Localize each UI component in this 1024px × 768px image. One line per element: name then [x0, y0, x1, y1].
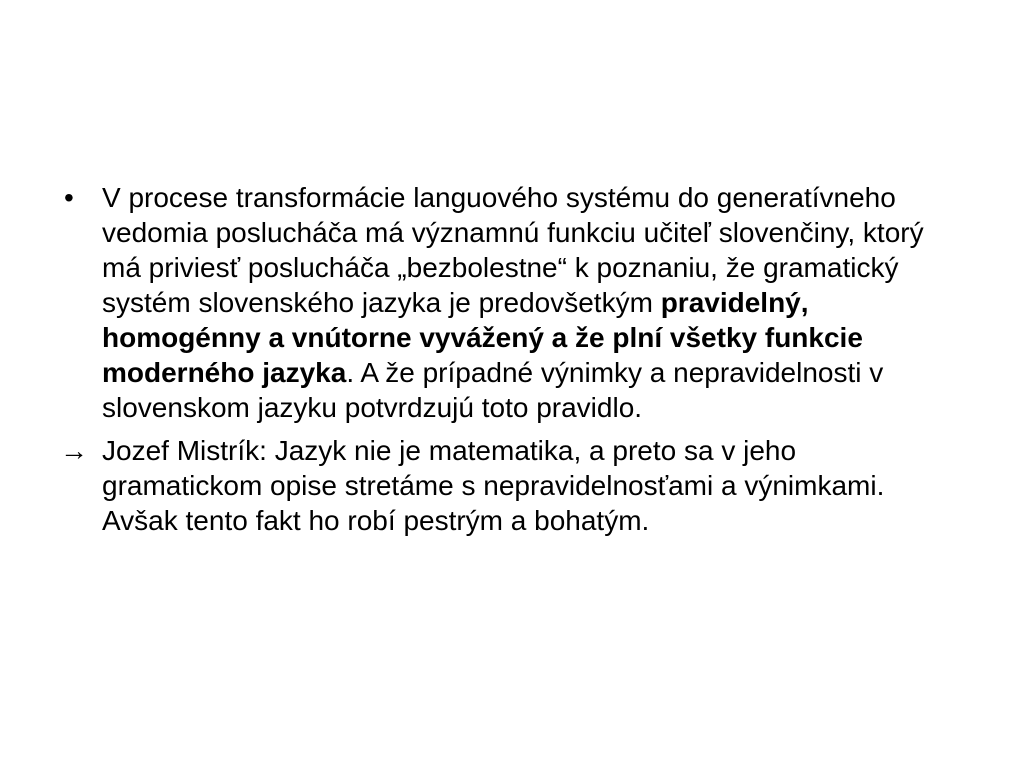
bullet-paragraph [60, 180, 960, 425]
bullet-icon: • [64, 182, 74, 213]
paragraph-text: V procese transformácie languového systému do generatívneho vedomia poslucháča má významnú funkciu učiteľ slovenčiny, ktorý má priviesť poslucháča „bezbolestne“ k poznaniu, že gramatický systém slovenského jazyka je predovšetkým [102, 182, 924, 318]
slide-content [60, 180, 960, 538]
arrow-right-icon: → [60, 435, 88, 466]
quote-text: Jozef Mistrík: Jazyk nie je matematika, a preto sa v jeho gramatickom opise stretáme s nepravidelnosťami a výnimkami. Avšak tento fakt ho robí pestrým a bohatým. [102, 435, 885, 536]
paragraph-bold-text: pravidelný, homogénny a vnútorne vyvážený a že plní všetky funkcie moderného jazyka [102, 287, 863, 388]
paragraph-text: . A že prípadné výnimky a nepravidelnosti v slovenskom jazyku potvrdzujú toto pravidlo. [102, 357, 884, 423]
arrow-paragraph [60, 433, 960, 538]
